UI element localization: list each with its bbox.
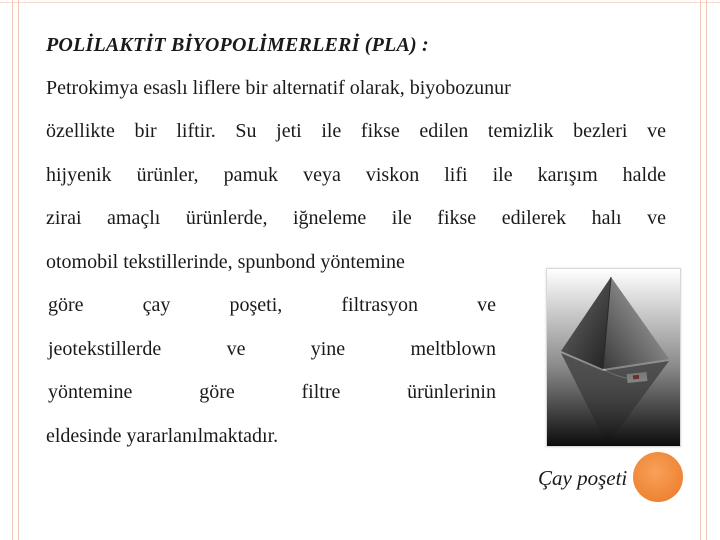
frame-left-line-inner	[18, 0, 19, 540]
paragraph-line-5: otomobil tekstillerinde, spunbond yöntemine	[46, 251, 405, 273]
tea-bag-photo-icon	[546, 268, 681, 447]
paragraph-line-7: jeotekstillerde ve yine meltblown	[48, 338, 496, 360]
paragraph-line-9: eldesinde yararlanılmaktadır.	[46, 425, 279, 447]
frame-left-line-outer	[12, 0, 13, 540]
paragraph-line-3: hijyenik ürünler, pamuk veya viskon lifi ile karışım halde	[46, 164, 666, 186]
frame-right-line-outer	[706, 0, 707, 540]
frame-top-line	[0, 2, 720, 3]
frame-right-line-inner	[700, 0, 701, 540]
orange-accent-dot	[633, 452, 683, 502]
paragraph-line-8: yöntemine göre filtre ürünlerinin	[48, 381, 496, 403]
paragraph-line-2: özellikte bir liftir. Su jeti ile fikse edilen temizlik bezleri ve	[46, 120, 666, 142]
paragraph-line-6: göre çay poşeti, filtrasyon ve	[48, 294, 496, 316]
paragraph-line-1: Petrokimya esaslı liflere bir alternatif olarak, biyobozunur	[46, 77, 511, 99]
paragraph-line-4: zirai amaçlı ürünlerde, iğneleme ile fikse edilerek halı ve	[46, 207, 666, 229]
image-caption: Çay poşeti	[538, 466, 628, 490]
slide-title: POLİLAKTİT BİYOPOLİMERLERİ (PLA) :	[46, 34, 429, 56]
